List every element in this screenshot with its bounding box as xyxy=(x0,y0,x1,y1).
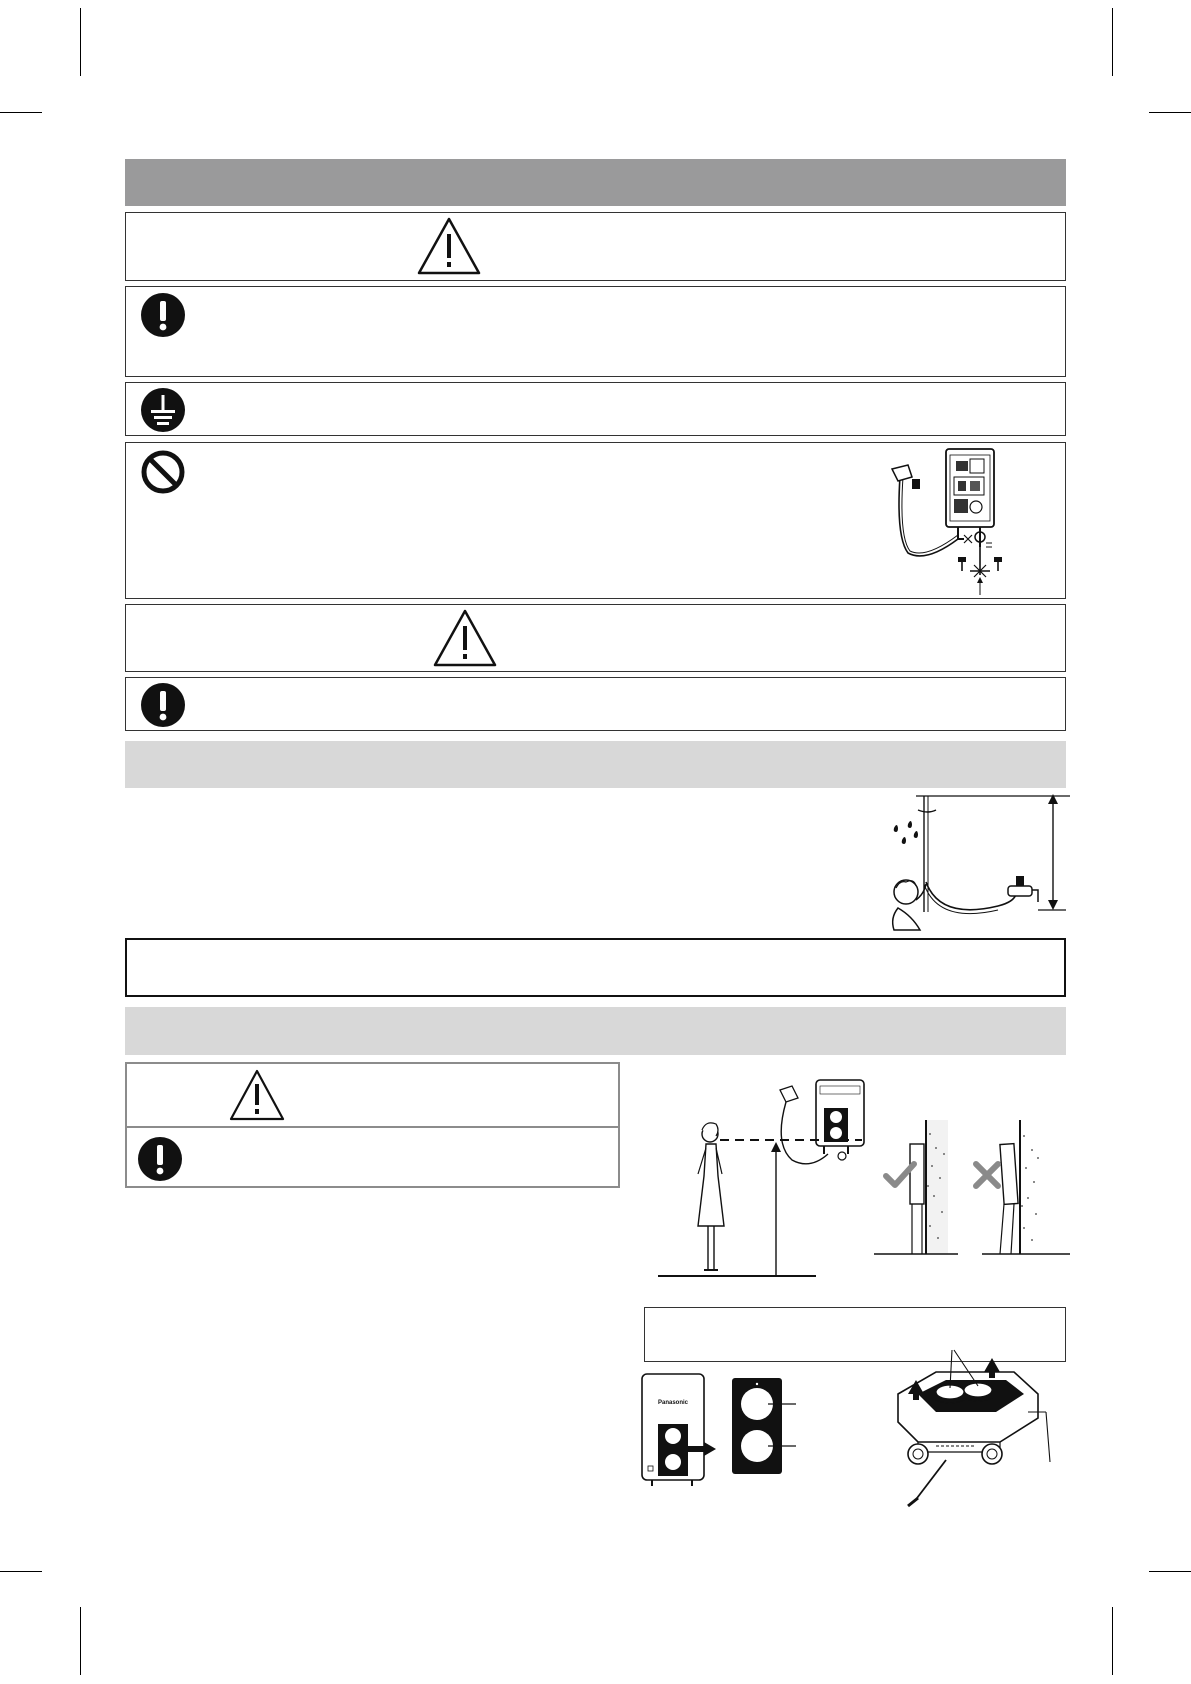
warning-header-box xyxy=(125,212,1066,281)
note-box xyxy=(125,938,1066,997)
installation-caution-box xyxy=(125,1062,620,1188)
crop-mark xyxy=(1149,1571,1191,1572)
subsection-header-bar xyxy=(125,1007,1066,1055)
crop-mark xyxy=(1149,112,1191,113)
heater-piping-illustration xyxy=(886,447,1036,597)
cross-mark-icon xyxy=(972,1160,1002,1190)
cover-removal-illustration xyxy=(888,1342,1068,1518)
crop-mark xyxy=(0,1571,42,1572)
mounting-height-illustration xyxy=(652,1074,872,1286)
subsection-header-bar xyxy=(125,741,1066,788)
mandatory-instruction-box xyxy=(125,286,1066,377)
brand-label: Panasonic xyxy=(657,1400,689,1406)
crop-mark xyxy=(1112,1607,1113,1675)
prohibition-icon xyxy=(140,449,186,495)
crop-mark xyxy=(0,112,42,113)
check-mark-icon xyxy=(883,1160,917,1190)
ground-icon xyxy=(140,387,186,433)
warning-triangle-icon xyxy=(228,1068,286,1122)
front-panel-knobs-illustration xyxy=(640,1370,820,1490)
mandatory-instruction-box xyxy=(125,677,1066,731)
caution-header-box xyxy=(125,604,1066,672)
ground-instruction-box xyxy=(125,382,1066,436)
warning-triangle-icon xyxy=(416,216,482,276)
crop-mark xyxy=(80,8,81,76)
prohibition-instruction-box xyxy=(125,442,1066,599)
child-shower-height-illustration xyxy=(888,792,1070,940)
warning-triangle-icon xyxy=(432,608,498,668)
caution-divider xyxy=(127,1126,618,1128)
exclamation-circle-icon xyxy=(140,292,186,338)
crop-mark xyxy=(80,1607,81,1675)
exclamation-circle-icon xyxy=(140,682,186,728)
section-header-bar xyxy=(125,159,1066,206)
crop-mark xyxy=(1112,8,1113,76)
exclamation-circle-icon xyxy=(137,1136,183,1182)
